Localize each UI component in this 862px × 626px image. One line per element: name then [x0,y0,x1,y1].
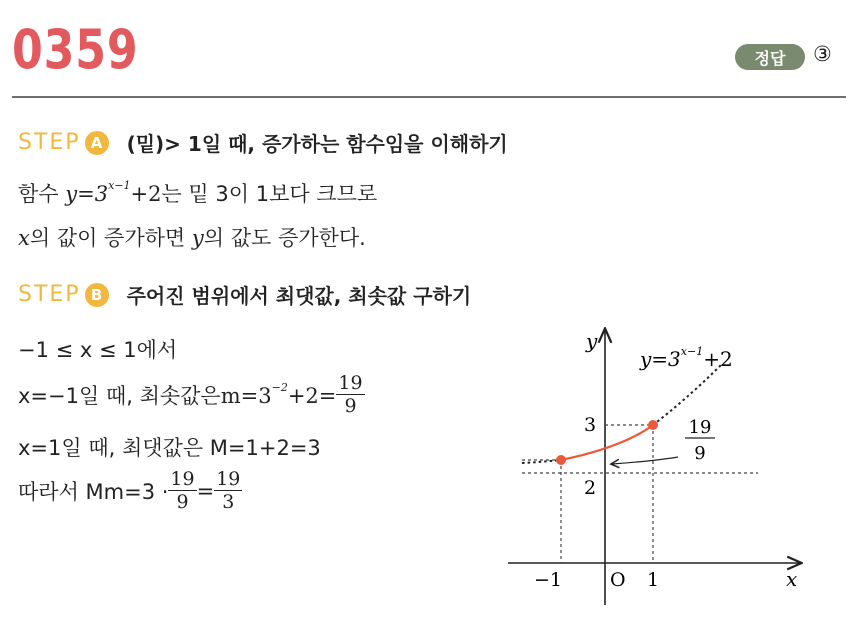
min-expr-base: m=3 [220,384,272,408]
step-a-heading [18,128,508,157]
max-line: x=1일 때, 최댓값은 M=1+2=3 [18,436,321,460]
min-exponent: −2 [271,381,288,394]
curve-label-tail: +2 [703,347,733,371]
step-title: (밑)> 1일 때, 증가하는 함수임을 이해하기 [126,132,508,156]
step-letter-badge: B [85,283,109,307]
curve-dotted-right [653,364,722,425]
function-exponent: x−1 [108,179,131,192]
text-fragment: 의 값도 증가한다. [203,226,366,250]
text-fragment: 함수 [18,182,66,206]
x-axis-label: x [786,567,798,591]
conclusion-line [18,468,242,513]
step-title: 주어진 범위에서 최댓값, 최솟값 구하기 [126,284,472,308]
min-expression [221,381,337,408]
var-x: x [18,226,30,250]
value-fraction-numerator: 19 [688,417,712,438]
y-axis-label: y [586,329,598,353]
fraction-denominator: 9 [344,395,357,417]
step-label: STEP [18,282,81,307]
min-line [18,372,365,417]
range-line: −1 ≤ x ≤ 1에서 [18,338,178,362]
y-tick-3: 3 [584,414,597,436]
value-fraction-denominator: 9 [694,443,706,464]
function-base: y=3 [65,182,109,206]
conclusion-fraction-2 [214,468,242,513]
conclusion-fraction-1 [168,468,196,513]
fraction-numerator: 19 [338,372,363,394]
max-point [648,420,658,430]
curve-label [639,345,733,371]
pointer-arrow [612,457,678,464]
min-point [556,455,566,465]
text-fragment: 의 값이 증가하면 [29,226,192,250]
curve-highlight [561,425,653,460]
min-fraction [336,372,364,417]
step-b-heading [18,280,471,309]
fraction-numerator: 19 [216,468,241,490]
problem-number: 0359 [12,18,139,81]
step-letter-badge: A [85,131,109,155]
answer-badge: 정답 [735,44,805,70]
fraction-denominator: 9 [176,491,189,513]
text-fragment: 따라서 Mm=3 · [18,479,169,504]
answer-value: ③ [813,42,832,66]
min-expr-tail: +2= [287,384,337,408]
origin-label: O [610,569,626,591]
x-tick-neg1: −1 [534,569,563,591]
header-divider [12,96,846,98]
y-tick-2: 2 [584,477,597,499]
function-tail: +2 [130,182,162,206]
fraction-denominator: 3 [222,491,235,513]
text-fragment: x=−1일 때, 최솟값은 [18,383,221,408]
curve-label-exponent: x−1 [680,345,704,358]
x-tick-1: 1 [647,569,660,591]
function-graph [500,320,820,610]
equals-sign: = [196,478,215,503]
step-a-line-2 [18,222,366,252]
function-expression [65,179,162,206]
text-fragment: 는 밑 3이 1보다 크므로 [161,182,378,206]
var-y: y [191,226,204,250]
curve-label-base: y=3 [640,347,681,371]
fraction-numerator: 19 [170,468,195,490]
step-label: STEP [18,130,81,155]
step-a-line-1 [18,178,377,208]
